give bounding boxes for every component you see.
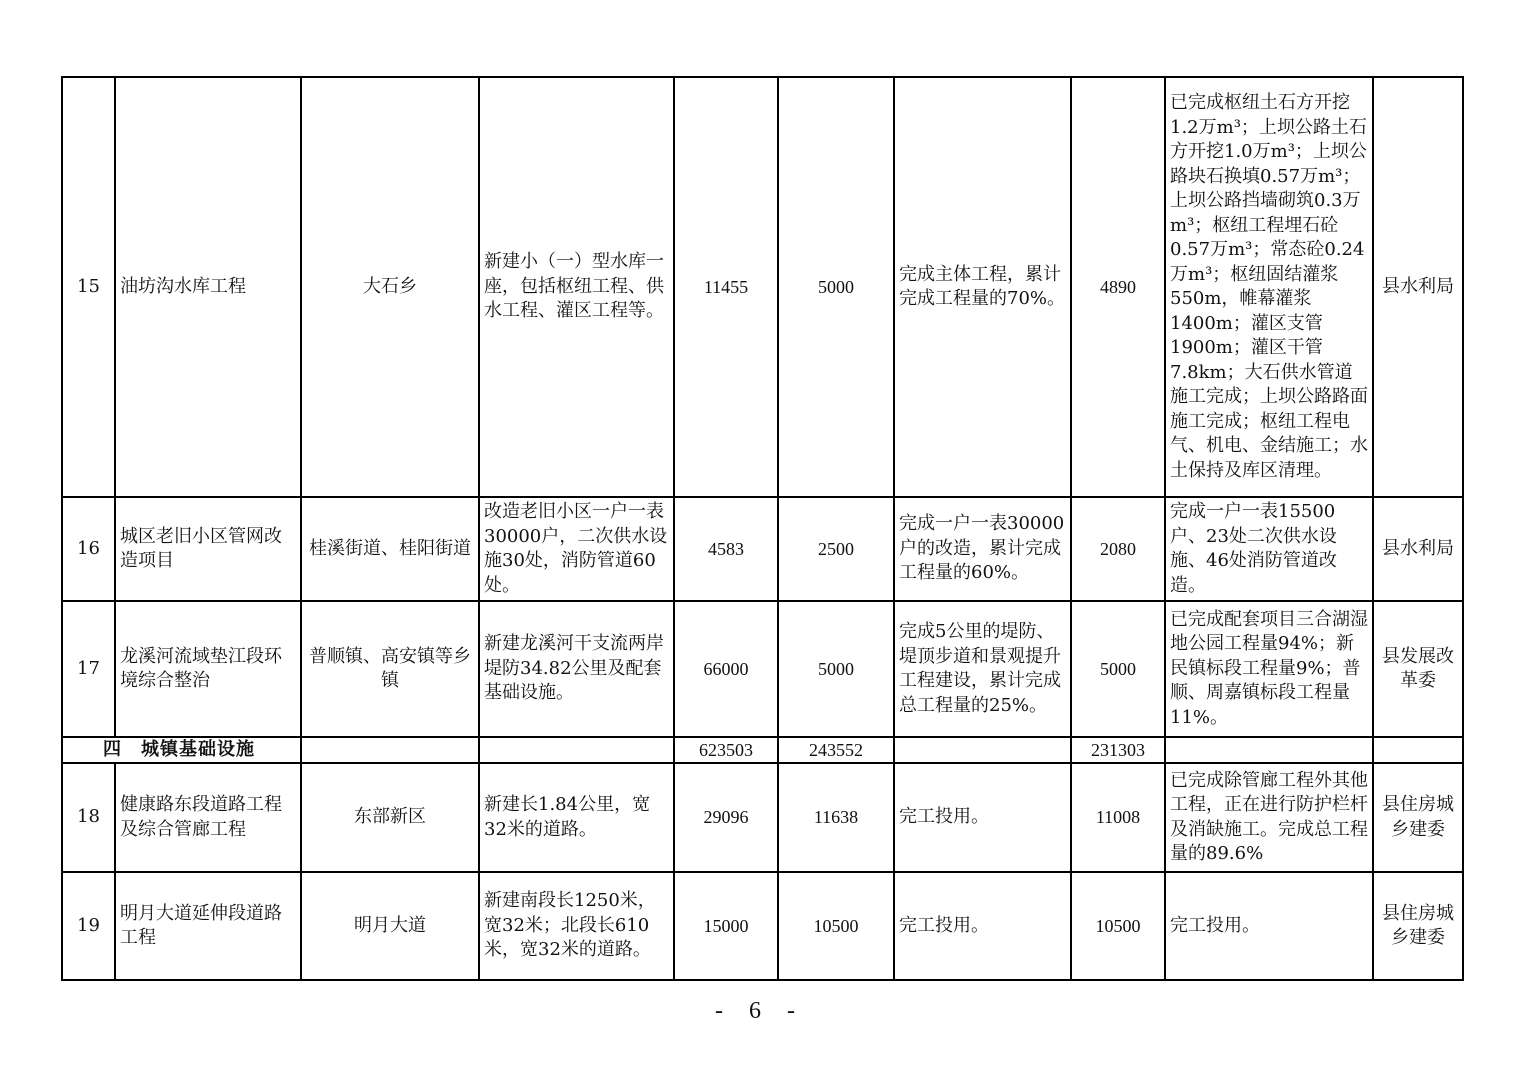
- table-row: [62, 872, 1463, 980]
- project-name: 明月大道延伸段道路工程: [115, 872, 301, 980]
- construction-content: 新建小（一）型水库一座，包括枢纽工程、供水工程、灌区工程等。: [479, 77, 674, 497]
- total-investment: 29096: [674, 763, 778, 872]
- annual-target: 完成5公里的堤防、堤顶步道和景观提升工程建设，累计完成总工程量的25%。: [894, 601, 1071, 737]
- empty-cell: [479, 737, 674, 763]
- construction-content: 新建长1.84公里，宽32米的道路。: [479, 763, 674, 872]
- total-investment: 15000: [674, 872, 778, 980]
- planned-investment: 5000: [778, 601, 894, 737]
- responsible-unit: 县发展改革委: [1373, 601, 1463, 737]
- annual-target: 完工投用。: [894, 872, 1071, 980]
- responsible-unit: 县住房城乡建委: [1373, 872, 1463, 980]
- empty-cell: [894, 737, 1071, 763]
- annual-target: 完工投用。: [894, 763, 1071, 872]
- progress-description: 完成一户一表15500户、23处二次供水设施、46处消防管道改造。: [1165, 497, 1373, 601]
- total-investment: 11455: [674, 77, 778, 497]
- total-investment: 66000: [674, 601, 778, 737]
- progress-description: 已完成除管廊工程外其他工程，正在进行防护栏杆及消缺施工。完成总工程量的89.6%: [1165, 763, 1373, 872]
- table-row: [62, 763, 1463, 872]
- project-name: 健康路东段道路工程及综合管廊工程: [115, 763, 301, 872]
- project-location: 明月大道: [301, 872, 479, 980]
- project-table: [61, 76, 1464, 981]
- progress-description: 已完成枢纽土石方开挖1.2万m³；上坝公路土石方开挖1.0万m³；上坝公路块石换填0.57万m³；上坝公路挡墙砌筑0.3万m³；枢纽工程埋石砼0.57万m³；常态砼0.24万m³；枢纽固结灌浆550m，帷幕灌浆1400m；灌区支管1900m；灌区干管7.8km；大石供水管道施工完成；上坝公路路面施工完成；枢纽工程电气、机电、金结施工；水土保持及库区清理。: [1165, 77, 1373, 497]
- construction-content: 新建南段长1250米，宽32米；北段长610米，宽32米的道路。: [479, 872, 674, 980]
- project-name: 油坊沟水库工程: [115, 77, 301, 497]
- row-number: 18: [62, 763, 115, 872]
- construction-content: 改造老旧小区一户一表30000户，二次供水设施30处，消防管道60处。: [479, 497, 674, 601]
- project-location: 大石乡: [301, 77, 479, 497]
- project-location: 桂溪街道、桂阳街道: [301, 497, 479, 601]
- section-row: [62, 737, 1463, 763]
- annual-target: 完成一户一表30000户的改造，累计完成工程量的60%。: [894, 497, 1071, 601]
- total-investment: 4583: [674, 497, 778, 601]
- project-location: 普顺镇、高安镇等乡镇: [301, 601, 479, 737]
- empty-cell: [301, 737, 479, 763]
- row-number: 15: [62, 77, 115, 497]
- table-row: [62, 497, 1463, 601]
- row-number: 19: [62, 872, 115, 980]
- page-number: - 6 -: [715, 998, 805, 1024]
- planned-investment: 11638: [778, 763, 894, 872]
- completed-investment: 4890: [1071, 77, 1165, 497]
- responsible-unit: 县水利局: [1373, 77, 1463, 497]
- section-completed-investment: 231303: [1071, 737, 1165, 763]
- project-name: 城区老旧小区管网改造项目: [115, 497, 301, 601]
- construction-content: 新建龙溪河干支流两岸堤防34.82公里及配套基础设施。: [479, 601, 674, 737]
- table-row: [62, 77, 1463, 497]
- progress-description: 完工投用。: [1165, 872, 1373, 980]
- responsible-unit: 县水利局: [1373, 497, 1463, 601]
- row-number: 16: [62, 497, 115, 601]
- completed-investment: 10500: [1071, 872, 1165, 980]
- planned-investment: 10500: [778, 872, 894, 980]
- completed-investment: 2080: [1071, 497, 1165, 601]
- section-total-investment: 623503: [674, 737, 778, 763]
- empty-cell: [1165, 737, 1373, 763]
- planned-investment: 5000: [778, 77, 894, 497]
- completed-investment: 5000: [1071, 601, 1165, 737]
- table-row: [62, 601, 1463, 737]
- row-number: 17: [62, 601, 115, 737]
- planned-investment: 2500: [778, 497, 894, 601]
- project-name: 龙溪河流域垫江段环境综合整治: [115, 601, 301, 737]
- section-planned-investment: 243552: [778, 737, 894, 763]
- section-title: 四 城镇基础设施: [62, 737, 301, 763]
- empty-cell: [1373, 737, 1463, 763]
- responsible-unit: 县住房城乡建委: [1373, 763, 1463, 872]
- annual-target: 完成主体工程，累计完成工程量的70%。: [894, 77, 1071, 497]
- completed-investment: 11008: [1071, 763, 1165, 872]
- progress-description: 已完成配套项目三合湖湿地公园工程量94%；新民镇标段工程量9%；普顺、周嘉镇标段工程量11%。: [1165, 601, 1373, 737]
- project-location: 东部新区: [301, 763, 479, 872]
